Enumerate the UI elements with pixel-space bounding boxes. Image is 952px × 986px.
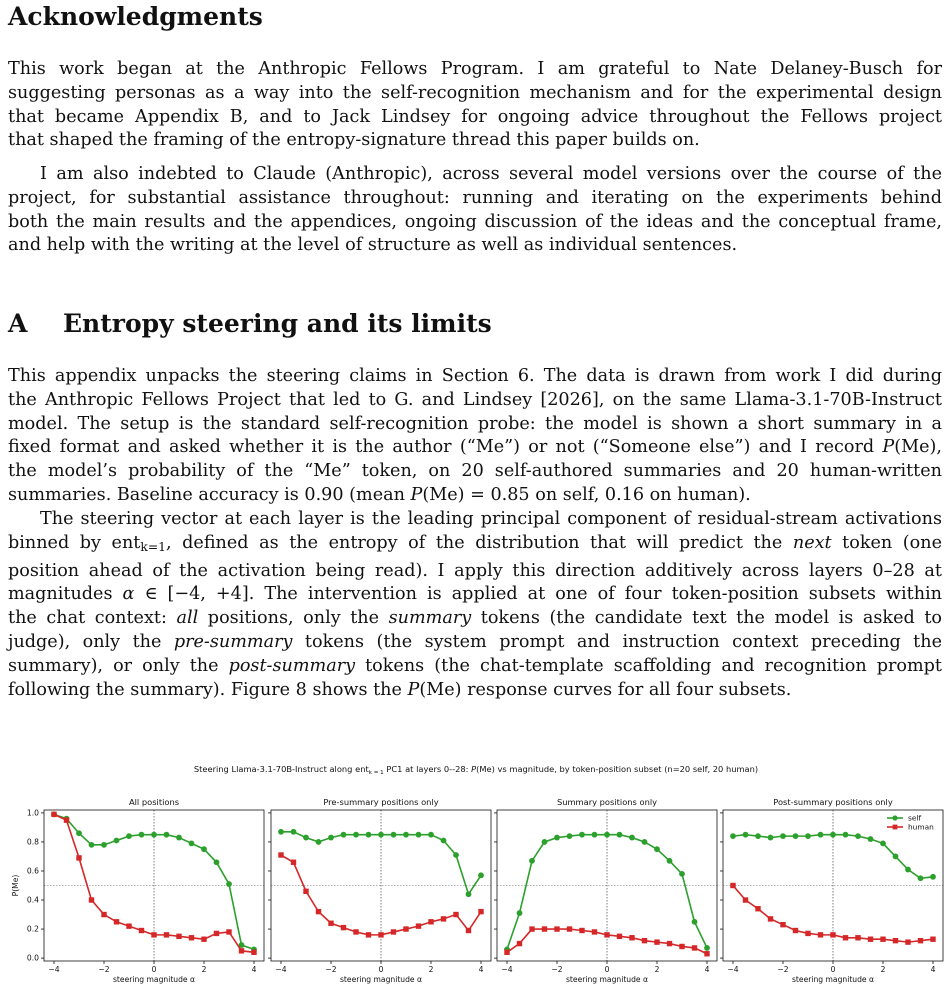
italic-run: post-summary [228, 655, 356, 676]
data-point-human [278, 852, 283, 857]
data-point-self [441, 838, 447, 844]
math-alpha: α [122, 584, 135, 605]
text-run: fixed format and asked whether it is the author (“Me”) or not (“Someone else”) and I record [8, 437, 883, 458]
data-point-self [176, 835, 182, 841]
text-run: judge), only the [8, 632, 174, 653]
panel-3 [494, 797, 717, 984]
data-point-human [441, 916, 446, 921]
data-point-self [114, 838, 120, 844]
data-point-human [453, 912, 458, 917]
text-line: This work began at the Anthropic Fellows Program. I am grateful to Nate Delaney-Busch for [8, 59, 942, 79]
data-point-self [478, 872, 484, 878]
text-run: token (one [831, 532, 942, 553]
data-point-self [542, 839, 548, 845]
data-point-human [592, 929, 597, 934]
data-point-human [743, 897, 748, 902]
data-point-human [930, 937, 935, 942]
data-point-self [843, 832, 849, 838]
data-point-self [793, 833, 799, 839]
appendix-title: Entropy steering and its limits [63, 309, 492, 338]
data-point-human [768, 916, 773, 921]
text-run: , defined as the entropy of the distribution that will predict the [166, 532, 793, 553]
text-run: positions, only the [198, 608, 389, 629]
text-run: magnitudes [8, 584, 123, 605]
x-tick-label: 2 [654, 965, 660, 974]
data-point-human [529, 926, 534, 931]
data-point-human [893, 938, 898, 943]
data-point-human [101, 912, 106, 917]
data-point-self [567, 833, 573, 839]
data-point-human [868, 937, 873, 942]
x-tick-label: 0 [151, 965, 157, 974]
italic-run: all [176, 608, 199, 629]
panel-title: Pre-summary positions only [323, 797, 439, 807]
data-point-self [316, 839, 322, 845]
data-point-human [818, 932, 823, 937]
data-point-self [730, 833, 736, 839]
panel-4 [720, 797, 943, 984]
data-point-self [893, 854, 899, 860]
x-axis-label: steering magnitude α [791, 975, 875, 984]
data-point-self [880, 840, 886, 846]
data-point-human [428, 919, 433, 924]
data-point-self [453, 852, 459, 858]
data-point-human [353, 929, 358, 934]
y-tick-label: 1.0 [26, 808, 39, 818]
y-axis-label: P(Me) [11, 874, 20, 897]
x-tick-label: 2 [201, 965, 207, 974]
italic-run: summary [388, 608, 472, 629]
text-line: I am also indebted to Claude (Anthropic), across several model versions over the course of the [40, 164, 942, 184]
data-point-human [164, 932, 169, 937]
data-point-self [905, 867, 911, 873]
data-point-human [403, 926, 408, 931]
data-point-human [126, 923, 131, 928]
data-point-human [542, 926, 547, 931]
data-point-self [692, 919, 698, 925]
legend-label: self [908, 813, 922, 823]
data-point-human [466, 928, 471, 933]
panel-title: Summary positions only [556, 797, 658, 807]
data-point-self [151, 832, 157, 838]
data-point-self [604, 832, 610, 838]
data-point-human [830, 932, 835, 937]
data-point-human [214, 931, 219, 936]
data-point-human [855, 935, 860, 940]
figure-title-run: Steering Llama-3.1-70B-Instruct along ent [193, 764, 369, 774]
data-point-self [667, 858, 673, 864]
figure-title [194, 764, 758, 776]
data-point-human [654, 939, 659, 944]
panel-1 [11, 797, 264, 984]
data-point-human [880, 937, 885, 942]
data-point-self [403, 832, 409, 838]
y-tick-label: 0.4 [26, 895, 39, 905]
data-point-human [176, 934, 181, 939]
data-point-self [679, 871, 685, 877]
x-tick-label: 0 [604, 965, 610, 974]
data-point-human [793, 928, 798, 933]
data-point-human [604, 932, 609, 937]
data-point-self [592, 832, 598, 838]
data-point-self [328, 835, 334, 841]
appendix-number: A [8, 309, 28, 338]
figure-title-run: (Me) vs magnitude, by token-position subset (n=20 self, 20 human) [476, 764, 759, 774]
data-point-self [780, 833, 786, 839]
math-p: P [410, 484, 423, 505]
x-tick-label: 0 [830, 965, 836, 974]
data-point-self [89, 842, 95, 848]
data-point-self [378, 832, 384, 838]
data-point-human [755, 906, 760, 911]
x-tick-label: 2 [880, 965, 886, 974]
x-tick-label: 4 [478, 965, 484, 974]
data-point-human [918, 938, 923, 943]
x-tick-label: −4 [727, 965, 739, 974]
data-point-self [226, 881, 232, 887]
data-point-human [201, 937, 206, 942]
text-line [8, 436, 942, 460]
data-point-human [226, 929, 231, 934]
data-point-self [529, 858, 535, 864]
x-tick-label: 4 [930, 965, 936, 974]
text-line: both the main results and the appendices, ongoing discussion of the ideas and the conceptual frame, [8, 211, 942, 232]
data-point-human [151, 932, 156, 937]
data-point-self [278, 829, 284, 835]
legend-marker-human [893, 825, 898, 830]
data-point-self [76, 830, 82, 836]
data-point-self [466, 891, 472, 897]
y-tick-label: 0.2 [26, 924, 39, 934]
math-p: P [407, 679, 420, 700]
x-tick-label: 4 [704, 965, 710, 974]
data-point-human [139, 928, 144, 933]
text-run: the chat context: [8, 608, 177, 629]
data-point-human [328, 921, 333, 926]
data-point-human [567, 926, 572, 931]
data-point-self [818, 832, 824, 838]
text-line: the Anthropic Fellows Project that led to G. and Lindsey [2026], on the same Llama-3.1-70B-Instruct [8, 389, 942, 410]
data-point-self [704, 945, 710, 951]
data-point-self [755, 833, 761, 839]
data-point-human [642, 938, 647, 943]
data-point-self [642, 839, 648, 845]
y-tick-label: 0.6 [26, 866, 39, 876]
data-point-self [654, 846, 660, 852]
data-point-human [366, 932, 371, 937]
data-point-human [905, 939, 910, 944]
figure-title-subscript: k = 1 [368, 770, 384, 776]
data-point-self [353, 832, 359, 838]
data-point-self [629, 835, 635, 841]
data-point-human [667, 941, 672, 946]
text-run: tokens (the chat-template scaffolding and recognition prompt [355, 655, 942, 676]
data-point-human [679, 944, 684, 949]
text-run: following the summary). Figure 8 shows the [8, 679, 408, 700]
data-point-self [201, 846, 207, 852]
y-tick-label: 0.0 [26, 953, 39, 963]
data-point-human [189, 935, 194, 940]
data-point-human [704, 951, 709, 956]
data-point-self [428, 832, 434, 838]
text-line: the model’s probability of the “Me” token, on 20 self-authored summaries and 20 human-written [8, 461, 942, 482]
data-point-self [391, 832, 397, 838]
italic-run: pre-summary [173, 632, 293, 653]
x-tick-label: −4 [48, 965, 60, 974]
legend-marker-self [892, 815, 897, 820]
figure-title-math: P [471, 764, 477, 774]
data-point-self [918, 875, 924, 881]
acknowledgments-paragraph-2 [8, 163, 942, 258]
data-point-self [930, 874, 936, 880]
text-run: ∈ [−4, +4]. The intervention is applied at one of four token-position subsets within [134, 584, 943, 605]
data-point-human [579, 928, 584, 933]
acknowledgments-paragraph-1 [8, 58, 942, 153]
text-run: (Me) response curves for all four subsets. [419, 679, 792, 700]
text-line: suggesting personas as a way into the self-recognition mechanism and for the experimental design [8, 82, 942, 103]
data-point-human [64, 817, 69, 822]
text-run: binned by ent [8, 532, 141, 553]
text-line: model. The setup is the standard self-recognition probe: the model is shown a short summary in a [8, 413, 942, 434]
appendix-heading [8, 309, 492, 339]
legend-label: human [908, 822, 934, 832]
data-point-human [239, 948, 244, 953]
steering-figure [0, 504, 952, 986]
data-point-self [291, 829, 297, 835]
text-line: that shaped the framing of the entropy-signature thread this paper builds on. [8, 130, 700, 151]
text-run: (Me) = 0.85 on self, 0.16 on human). [422, 484, 751, 505]
panel-title: All positions [128, 797, 180, 807]
text-line: project, for substantial assistance throughout: running and iterating on the experiments behind [8, 187, 942, 208]
text-run: summary), or only the [8, 655, 229, 676]
subscript: k=1 [140, 539, 166, 554]
x-tick-label: −4 [501, 965, 513, 974]
data-point-self [366, 832, 372, 838]
data-point-human [730, 883, 735, 888]
x-tick-label: −2 [551, 965, 563, 974]
x-tick-label: −2 [777, 965, 789, 974]
appendix-paragraph-1 [8, 365, 942, 508]
italic-run: next [792, 532, 832, 553]
data-point-human [416, 923, 421, 928]
data-point-human [391, 929, 396, 934]
data-point-human [629, 935, 634, 940]
data-point-self [805, 833, 811, 839]
data-point-human [478, 909, 483, 914]
panel-2 [268, 797, 491, 984]
data-point-human [316, 909, 321, 914]
text-line: The steering vector at each layer is the leading principal component of residual-stream activations [40, 509, 942, 529]
data-point-human [554, 926, 559, 931]
data-point-self [139, 832, 145, 838]
data-point-human [76, 855, 81, 860]
data-point-human [303, 889, 308, 894]
math-p: P [882, 437, 895, 458]
data-point-human [504, 950, 509, 955]
data-point-human [780, 922, 785, 927]
y-tick-label: 0.8 [26, 837, 39, 847]
data-point-self [830, 832, 836, 838]
text-run: (Me), [894, 437, 942, 458]
data-point-self [189, 840, 195, 846]
data-point-self [416, 832, 422, 838]
data-point-human [89, 897, 94, 902]
figure-title-run: PC1 at layers 0--28: [383, 764, 472, 774]
data-point-self [579, 832, 585, 838]
data-point-self [164, 832, 170, 838]
text-line: that became Appendix B, and to Jack Lindsey for ongoing advice throughout the Fellows project [8, 106, 942, 127]
data-point-self [868, 836, 874, 842]
data-point-self [554, 835, 560, 841]
data-point-human [378, 932, 383, 937]
data-point-self [743, 832, 749, 838]
x-tick-label: −2 [325, 965, 337, 974]
panel-title: Post-summary positions only [773, 797, 893, 807]
x-tick-label: 2 [428, 965, 434, 974]
data-point-self [303, 835, 309, 841]
text-line: This appendix unpacks the steering claims in Section 6. The data is drawn from work I did during [8, 366, 942, 386]
acknowledgments-heading: Acknowledgments [8, 2, 263, 31]
x-tick-label: −2 [98, 965, 110, 974]
data-point-human [517, 941, 522, 946]
data-point-human [251, 950, 256, 955]
data-point-self [617, 832, 623, 838]
text-line: and help with the writing at the level of structure as well as individual sentences. [8, 235, 738, 256]
data-point-self [214, 859, 220, 865]
x-tick-label: 4 [251, 965, 257, 974]
text-line: position ahead of the activation being read). I apply this direction additively across layers 0–28 at [8, 560, 942, 581]
x-axis-label: steering magnitude α [565, 975, 649, 984]
data-point-self [855, 833, 861, 839]
data-point-self [341, 832, 347, 838]
data-point-human [51, 812, 56, 817]
data-point-self [126, 833, 132, 839]
x-axis-label: steering magnitude α [339, 975, 423, 984]
data-point-self [768, 835, 774, 841]
data-point-human [341, 925, 346, 930]
data-point-human [617, 934, 622, 939]
x-tick-label: −4 [275, 965, 287, 974]
data-point-human [843, 935, 848, 940]
text-run: tokens (the candidate text the model is asked to [471, 608, 942, 629]
data-point-human [805, 931, 810, 936]
data-point-human [114, 919, 119, 924]
text-run: tokens (the system prompt and instruction context preceding the [292, 632, 942, 653]
data-point-human [692, 945, 697, 950]
data-point-human [291, 860, 296, 865]
x-tick-label: 0 [378, 965, 384, 974]
data-point-self [101, 842, 107, 848]
text-run: summaries. Baseline accuracy is 0.90 (mean [8, 484, 411, 505]
x-axis-label: steering magnitude α [112, 975, 196, 984]
data-point-self [517, 910, 523, 916]
